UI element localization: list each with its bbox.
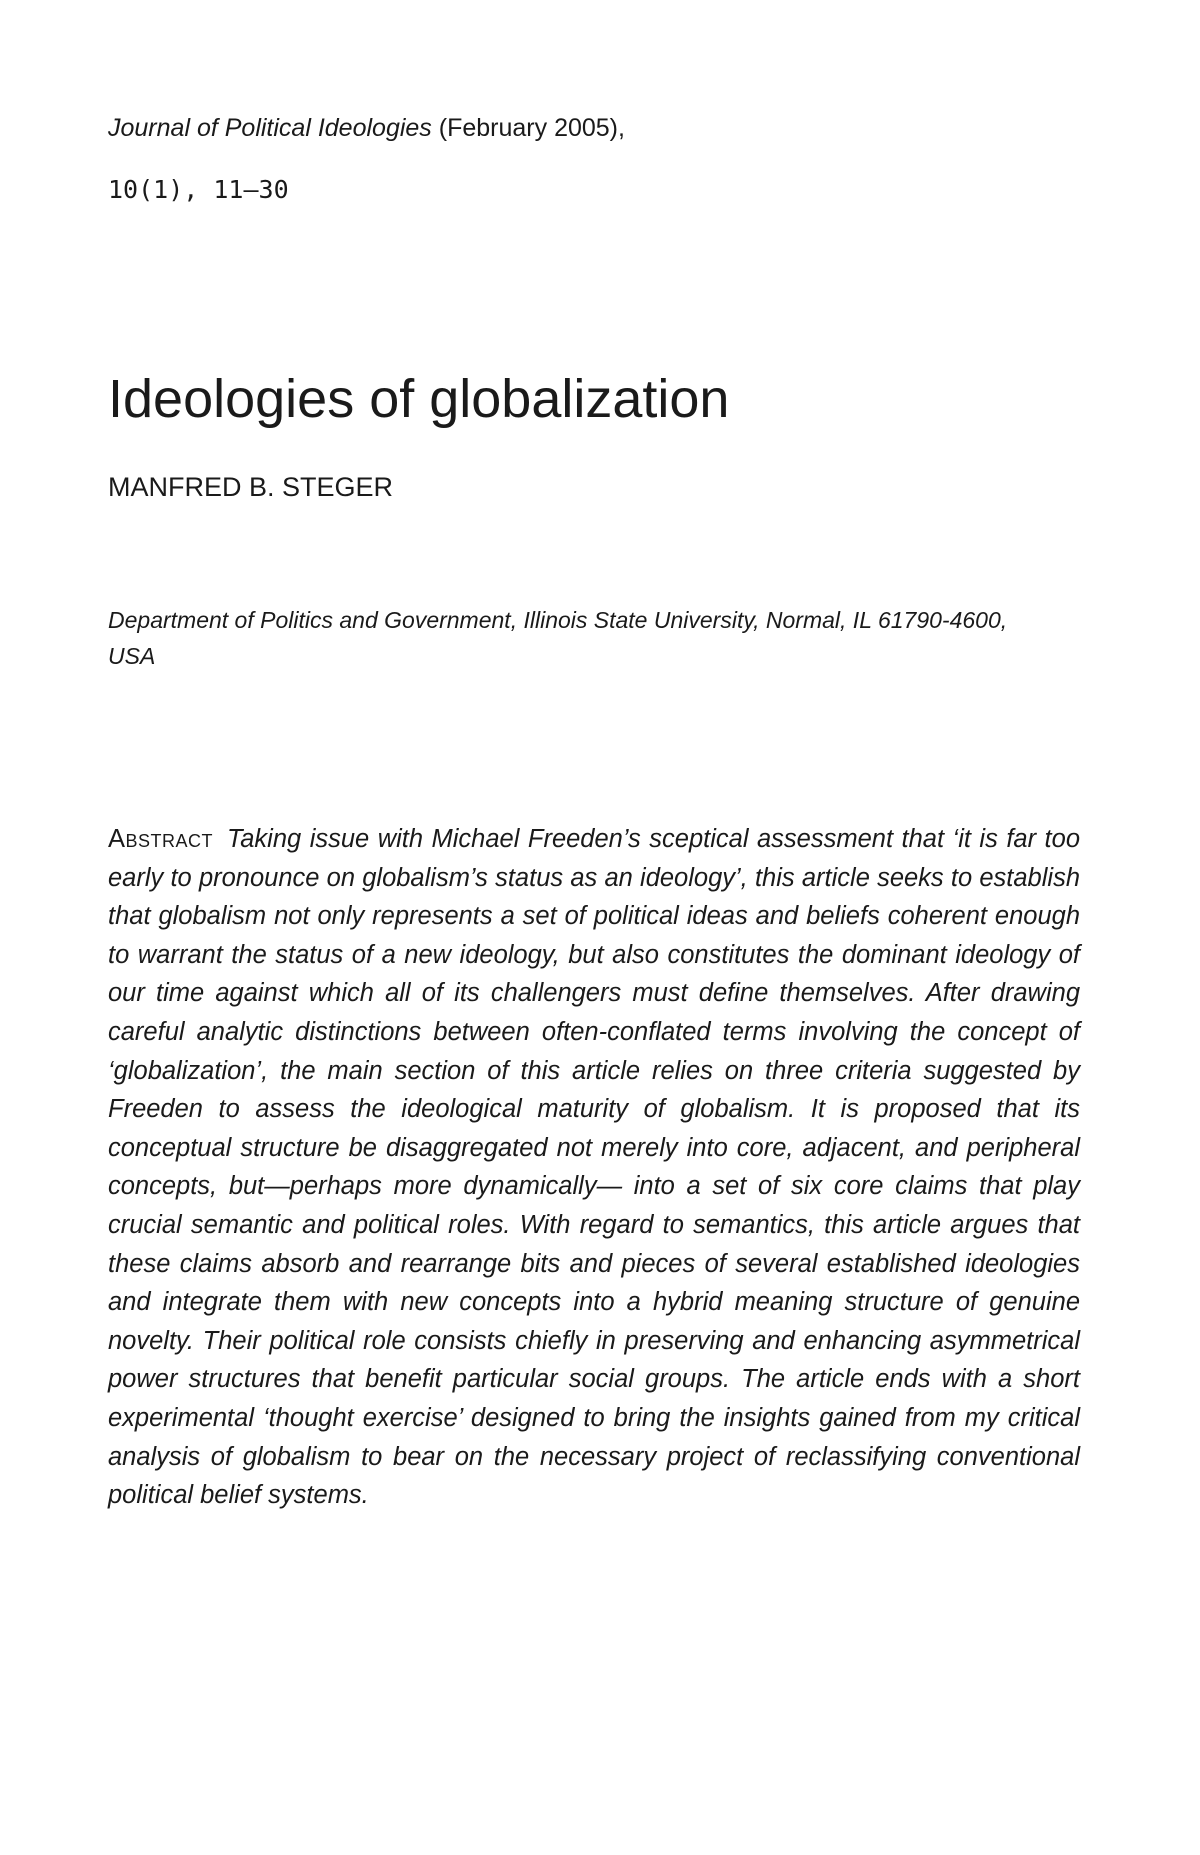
abstract-text: Taking issue with Michael Freeden’s sceptical assessment that ‘it is far too early to pronounce on globalism’s status as an ideology’, this article seeks to establish that globalism not only represents a set of political ideas and beliefs coherent enough to warrant the status of a new ideology, but also constitutes the dominant ideology of our time against which all of its challengers must define themselves. After drawing careful analytic distinctions between often-conflated terms involving the concept of ‘globalization’, the main section of this article relies on three criteria suggested by Freeden to assess the ideological maturity of globalism. It is proposed that its conceptual structure be disaggregated not merely into core, adjacent, and peripheral concepts, but—perhaps more dynamically— into a set of six core claims that play crucial semantic and political roles. With regard to semantics, this article argues that these claims absorb and rearrange bits and pieces of several established ideologies and integrate them with new concepts into a hybrid meaning structure of genuine novelty. Their political role consists chiefly in preserving and enhancing asymmetrical power structures that benefit particular social groups. The article ends with a short experimental ‘thought exercise’ designed to bring the insights gained from my critical analysis of globalism to bear on the necessary project of reclassifying conventional political belief systems.: [108, 825, 1080, 1510]
journal-citation: [108, 112, 625, 144]
abstract: [108, 820, 1080, 1515]
article-title: Ideologies of globalization: [108, 369, 730, 429]
issue-date: (February 2005),: [431, 114, 625, 142]
volume-pages: 10(1), 11–30: [108, 175, 289, 204]
abstract-label: Abstract: [108, 825, 214, 853]
author-name: MANFRED B. STEGER: [108, 472, 394, 502]
author-affiliation: Department of Politics and Government, Illinois State University, Normal, IL 61790-4600, USA: [108, 607, 1008, 669]
journal-name: Journal of Political Ideologies: [108, 114, 432, 142]
